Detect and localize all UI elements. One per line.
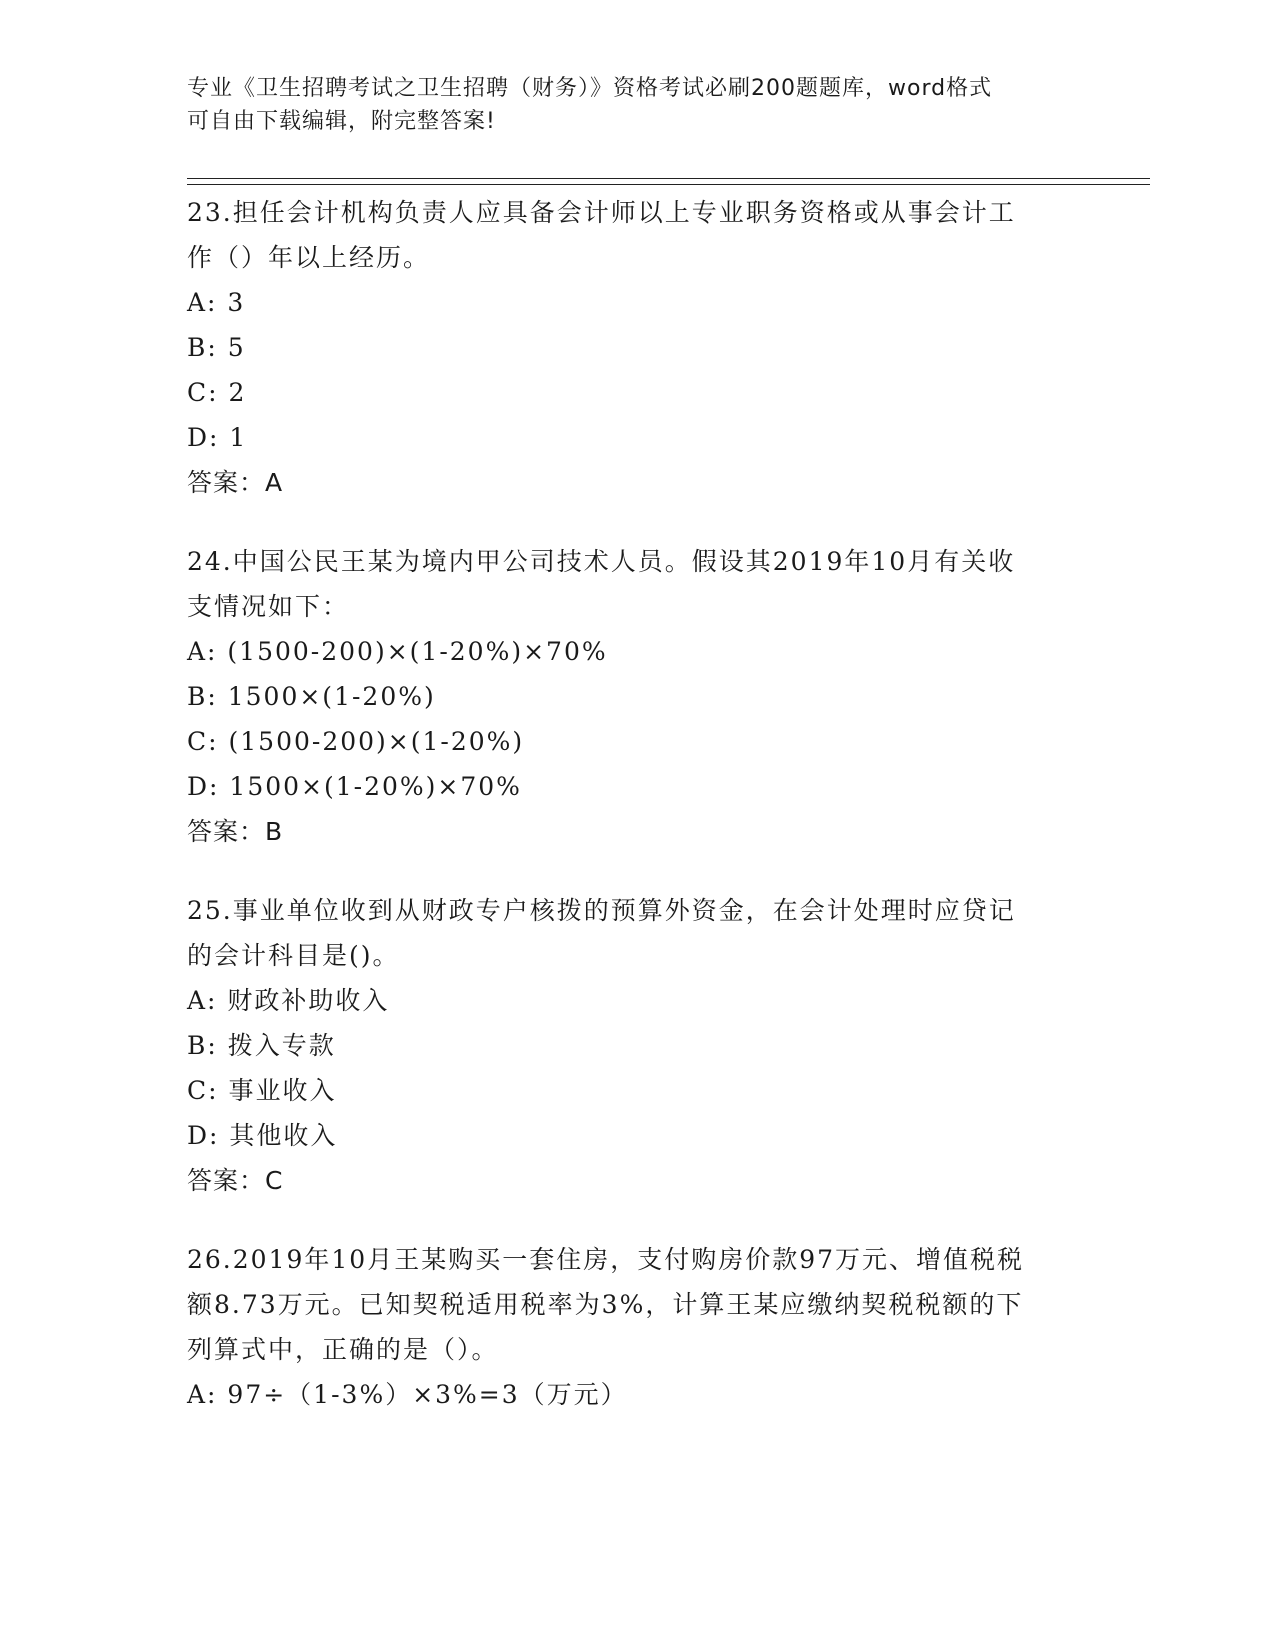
- option-d: D: 其他收入: [187, 1121, 338, 1150]
- option-a: A: 财政补助收入: [187, 986, 390, 1015]
- option-c: C: 2: [187, 378, 247, 407]
- option-c: C: (1500-200)×(1-20%): [187, 727, 525, 756]
- question-25: [187, 888, 1087, 1203]
- question-text-line: 24.中国公民王某为境内甲公司技术人员。假设其2019年10月有关收: [187, 547, 1016, 576]
- option-a: A: 3: [187, 288, 246, 317]
- option-c: C: 事业收入: [187, 1076, 337, 1105]
- option-d: D: 1500×(1-20%)×70%: [187, 772, 522, 801]
- answer-line: 答案：B: [187, 817, 284, 846]
- option-b: B: 拨入专款: [187, 1031, 336, 1060]
- question-text-line: 的会计科目是()。: [187, 941, 400, 970]
- header-rule-top: [187, 178, 1150, 179]
- option-a: A: 97÷（1-3%）×3%=3（万元）: [187, 1380, 628, 1409]
- question-text-line: 作（）年以上经历。: [187, 243, 431, 272]
- question-text-line: 23.担任会计机构负责人应具备会计师以上专业职务资格或从事会计工: [187, 198, 1016, 227]
- option-b: B: 5: [187, 333, 246, 362]
- option-a: A: (1500-200)×(1-20%)×70%: [187, 637, 608, 666]
- question-text-line: 25.事业单位收到从财政专户核拨的预算外资金，在会计处理时应贷记: [187, 896, 1016, 925]
- question-24: [187, 539, 1087, 854]
- header-line-1: 专业《卫生招聘考试之卫生招聘（财务）》资格考试必刷200题题库，word格式: [187, 76, 993, 101]
- header-rule-bottom: [187, 184, 1150, 185]
- answer-line: 答案：C: [187, 1166, 284, 1195]
- option-d: D: 1: [187, 423, 248, 452]
- question-text-line: 26.2019年10月王某购买一套住房，支付购房价款97万元、增值税税: [187, 1245, 1025, 1274]
- question-text-line: 列算式中，正确的是（）。: [187, 1335, 499, 1364]
- question-23: [187, 190, 1087, 505]
- answer-line: 答案：A: [187, 468, 284, 497]
- option-b: B: 1500×(1-20%): [187, 682, 436, 711]
- header-line-2: 可自由下载编辑，附完整答案!: [187, 109, 496, 134]
- question-26: [187, 1237, 1087, 1417]
- question-text-line: 支情况如下：: [187, 592, 350, 621]
- question-list: [187, 190, 1087, 1451]
- question-text-line: 额8.73万元。已知契税适用税率为3%，计算王某应缴纳契税税额的下: [187, 1290, 1024, 1319]
- document-header: [187, 72, 1087, 138]
